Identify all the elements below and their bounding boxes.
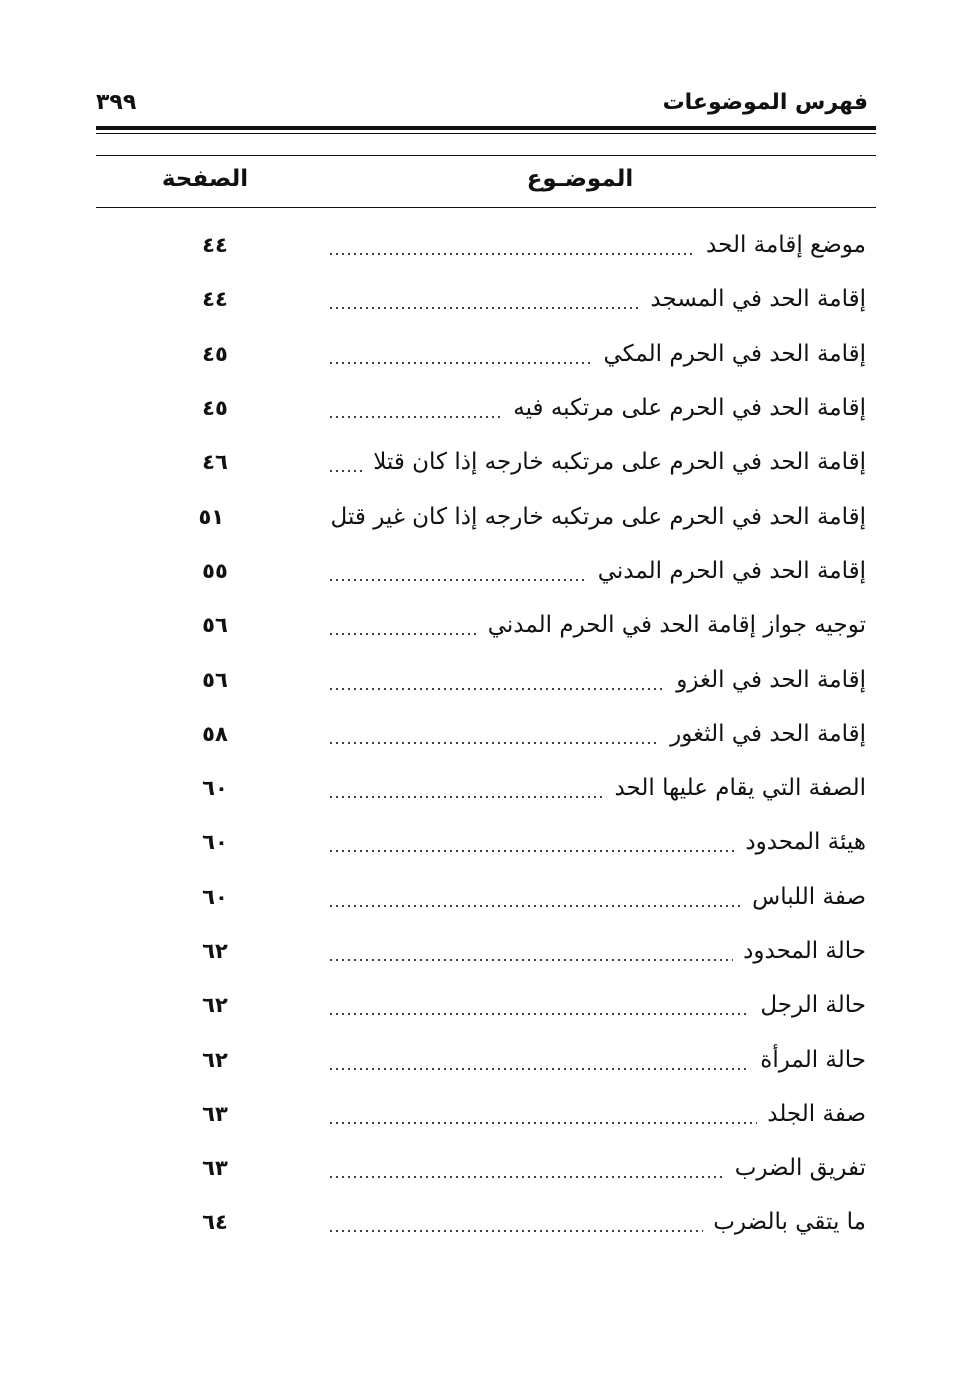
toc-entry-title: إقامة الحد في الثغور — [670, 720, 866, 747]
toc-entry-page: ٦٠ — [202, 884, 228, 909]
toc-entry-title: توجيه جواز إقامة الحد في الحرم المدني — [487, 612, 866, 639]
toc-entry-title: إقامة الحد في الحرم المكي — [603, 340, 866, 367]
toc-entry-page: ٤٦ — [202, 450, 228, 475]
dot-leader — [328, 448, 363, 476]
toc-entry-title: صفة الجلد — [767, 1100, 866, 1127]
column-header-rule-top — [96, 155, 876, 156]
topic-column-heading: الموضـوع — [526, 166, 634, 192]
toc-entry-page: ٥٥ — [202, 558, 228, 583]
dot-leader — [328, 666, 666, 694]
dot-leader — [328, 991, 750, 1019]
toc-entry-title: ما يتقي بالضرب — [713, 1209, 866, 1236]
toc-entry — [180, 489, 866, 543]
toc-entry-title: موضع إقامة الحد — [706, 232, 866, 259]
toc-entry — [180, 1087, 866, 1141]
dot-leader — [328, 937, 733, 965]
toc-entry-page: ٤٥ — [202, 396, 228, 421]
toc-entry-page: ٦٤ — [202, 1210, 228, 1235]
column-header-rule-bottom — [96, 207, 876, 208]
toc-entry — [180, 327, 866, 381]
toc-entry — [180, 870, 866, 924]
toc-entry — [180, 381, 866, 435]
dot-leader — [328, 828, 735, 856]
dot-leader — [328, 340, 593, 368]
toc-entry-title: صفة اللباس — [752, 883, 866, 910]
toc-entry-title: هيئة المحدود — [745, 829, 866, 856]
dot-leader — [328, 394, 503, 422]
toc-entry-title: إقامة الحد في الحرم على مرتكبه خارجه إذا كان قتلا — [373, 449, 866, 476]
toc-entry-title: حالة المحدود — [743, 938, 866, 964]
toc-entry-title: تفريق الضرب — [734, 1155, 866, 1182]
dot-leader — [328, 720, 660, 748]
table-of-contents — [180, 218, 866, 1250]
toc-entry-page: ٤٥ — [202, 341, 228, 366]
dot-leader — [328, 774, 604, 802]
toc-entry-page: ٦٣ — [202, 1156, 228, 1181]
dot-leader — [328, 1208, 703, 1236]
toc-entry-title: حالة المرأة — [760, 1046, 866, 1073]
toc-entry-page: ٥١ — [198, 504, 225, 529]
toc-entry-page: ٦٢ — [202, 993, 228, 1018]
page-column-heading: الصفحة — [161, 166, 249, 192]
toc-entry — [180, 1195, 866, 1249]
toc-entry — [180, 272, 866, 326]
header-rule-thin — [96, 133, 876, 134]
toc-entry-page: ٦٠ — [202, 830, 228, 855]
toc-entry-title: حالة الرجل — [760, 992, 866, 1019]
header-rule-thick — [96, 126, 876, 130]
toc-entry-title: الصفة التي يقام عليها الحد — [614, 775, 866, 802]
toc-entry-page: ٥٨ — [202, 721, 228, 746]
toc-entry — [180, 1032, 866, 1086]
toc-entry — [180, 761, 866, 815]
toc-entry — [180, 544, 866, 598]
toc-entry — [180, 435, 866, 489]
toc-entry — [180, 815, 866, 869]
toc-entry-page: ٤٤ — [202, 233, 228, 258]
toc-entry-page: ٥٦ — [202, 613, 228, 638]
toc-entry — [180, 707, 866, 761]
dot-leader — [328, 883, 742, 911]
dot-leader — [328, 611, 478, 639]
toc-entry-title: إقامة الحد في الحرم على مرتكبه خارجه إذا كان غير قتل — [330, 503, 866, 530]
dot-leader — [328, 1046, 750, 1074]
toc-entry-title: إقامة الحد في الحرم على مرتكبه فيه — [513, 395, 866, 422]
toc-entry-title: إقامة الحد في المسجد — [650, 286, 866, 313]
toc-entry-page: ٦٢ — [202, 1047, 228, 1072]
toc-entry — [180, 1141, 866, 1195]
dot-leader — [328, 1154, 725, 1182]
dot-leader — [328, 285, 640, 313]
toc-entry-page: ٤٤ — [202, 287, 228, 312]
toc-entry — [180, 652, 866, 706]
toc-entry-page: ٦٢ — [202, 939, 228, 963]
dot-leader — [328, 231, 696, 259]
toc-entry-title: إقامة الحد في الحرم المدني — [597, 557, 866, 584]
toc-entry-page: ٦٠ — [202, 776, 228, 801]
toc-entry — [180, 978, 866, 1032]
running-header — [96, 90, 876, 126]
dot-leader — [328, 557, 588, 585]
toc-entry-page: ٥٦ — [202, 667, 228, 692]
page-number: ٣٩٩ — [96, 90, 137, 115]
dot-leader — [328, 1100, 757, 1128]
toc-entry — [180, 598, 866, 652]
toc-entry — [180, 924, 866, 978]
toc-entry-title: إقامة الحد في الغزو — [676, 666, 866, 693]
toc-entry-page: ٦٣ — [202, 1101, 228, 1126]
toc-entry — [180, 218, 866, 272]
section-title: فهرس الموضوعات — [662, 90, 868, 115]
